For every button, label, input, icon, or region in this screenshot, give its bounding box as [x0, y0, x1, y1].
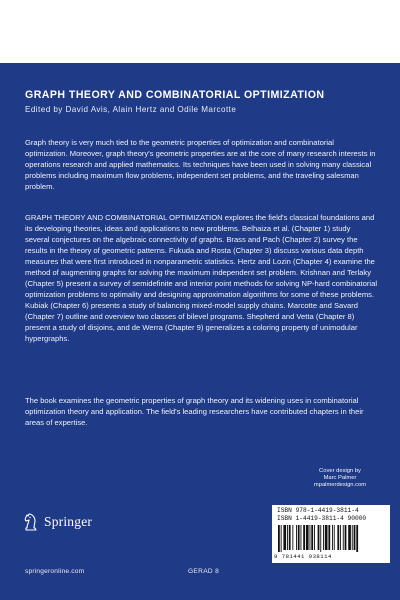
publisher-url[interactable]: springeronline.com — [25, 568, 85, 575]
barcode-bar — [356, 525, 358, 552]
cover-design-credit — [294, 468, 386, 489]
description-paragraph-3: The book examines the geometric properties of graph theory and its widening uses in combinatorial optimization theory and application. The field's leading researchers have contributed chapters in their areas of expertise. — [25, 396, 364, 427]
barcode-bar — [281, 525, 282, 552]
description-paragraph-1: Graph theory is very much tied to the geometric properties of optimization and combinatorial optimization. Moreover, graph theory's geometric properties are at the core of many research interests in operations research and applied mathematics. Its techniques have been used in solving many classical problems including maximum flow problems, independent set problems, and the traveling salesman problem. — [25, 138, 376, 191]
barcode-bar — [354, 525, 356, 550]
barcode-bar — [303, 525, 305, 550]
barcode-bar — [325, 525, 328, 550]
barcode-bar — [306, 525, 309, 550]
top-white-strip — [0, 0, 400, 63]
barcode-bar — [292, 525, 293, 550]
credit-designer: Marc Palmer — [323, 475, 357, 481]
barcode-bar — [334, 525, 335, 550]
barcode-bar — [314, 525, 315, 550]
barcode-bar — [318, 525, 320, 550]
barcode-bar — [298, 525, 300, 550]
barcode-bar — [287, 525, 288, 550]
barcode-bar — [340, 525, 341, 550]
barcode-bar — [289, 525, 291, 550]
barcode-bar — [345, 525, 347, 550]
barcode-bar — [296, 525, 297, 550]
barcode-bars — [277, 525, 387, 552]
barcode-bar — [278, 525, 280, 552]
springer-logo — [23, 513, 92, 531]
barcode-bar — [283, 525, 286, 550]
barcode-bar — [320, 525, 321, 552]
springer-knight-icon — [23, 513, 39, 531]
isbn-barcode — [272, 505, 390, 563]
barcode-bar — [348, 525, 351, 550]
barcode-bar — [323, 525, 324, 550]
isbn-13: ISBN 978-1-4419-3811-4 — [277, 507, 359, 514]
book-title: GRAPH THEORY AND COMBINATORIAL OPTIMIZATION — [25, 89, 325, 101]
description-paragraph-2: GRAPH THEORY AND COMBINATORIAL OPTIMIZATION explores the field's classical foundations and its developing theories, ideas and applications to new problems. Belhaiza et al. (Chapter 1) study several conjectures on the algebraic connectivity of graphs. Brass and Pach (Chapter 2) survey the results in the theory of geometric patterns. Fukuda and Rosta (Chapter 3) discuss various data depth measures that were first introduced in nonparametric statistics. Hertz and Lozin (Chapter 4) examine the method of augmenting graphs for solving the maximum independent set problem. Krishnan and Terlaky (Chapter 5) present a survey of semidefinite and interior point methods for solving NP-hard combinatorial optimization problems to optimality and designing approximation algorithms for some of these problems. Kubiak (Chapter 6) presents a study of balancing mixed-model supply chains. Marcotte and Savard (Chapter 7) outline and overview two classes of bilevel programs. Shepherd and Vetta (Chapter 8) present a study of disjoins, and de Werra (Chapter 9) generalizes a coloring property of unimodular hypergraphs. — [25, 213, 378, 343]
barcode-bar — [352, 525, 353, 550]
isbn-10-price: ISBN 1-4419-3811-4 90000 — [277, 515, 367, 522]
barcode-bar — [301, 525, 302, 550]
publisher-name: Springer — [44, 514, 93, 529]
barcode-digits: 9 781441 938114 — [274, 553, 332, 560]
barcode-bar — [337, 525, 339, 550]
book-editors: Edited by David Avis, Alain Hertz and Odile Marcotte — [25, 105, 237, 114]
barcode-bar — [311, 525, 313, 550]
series-label: GERAD 8 — [188, 568, 220, 575]
credit-website: mpalmerdesign.com — [313, 482, 367, 488]
barcode-bar — [328, 525, 330, 550]
barcode-bar — [343, 525, 344, 550]
credit-label: Cover design by — [319, 468, 361, 474]
barcode-bar — [332, 525, 333, 550]
barcode-bar — [310, 525, 311, 550]
